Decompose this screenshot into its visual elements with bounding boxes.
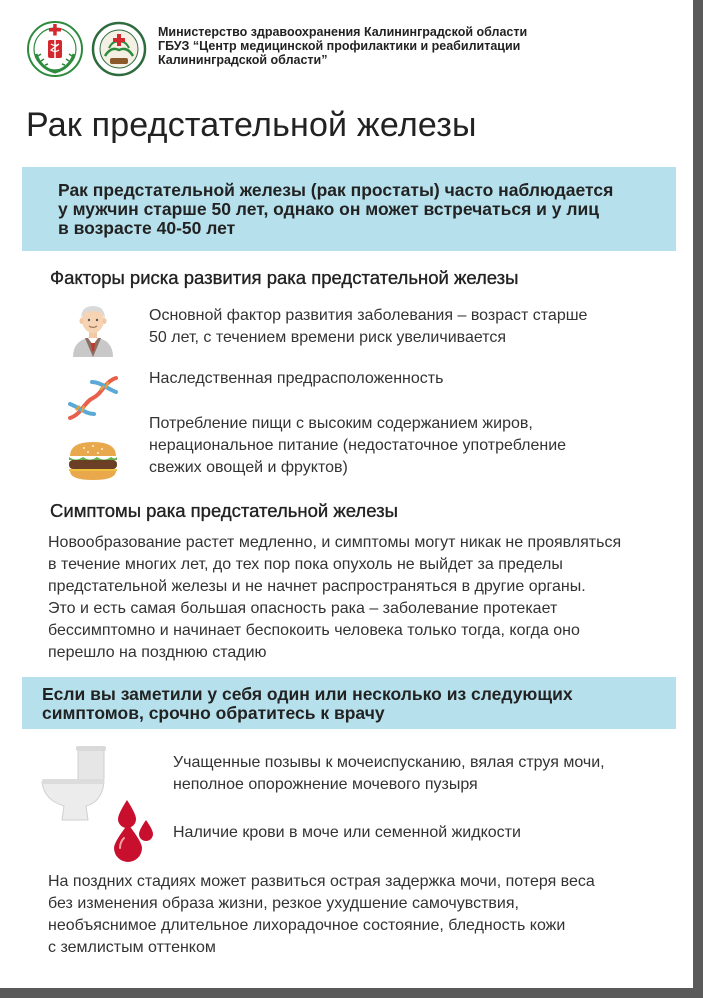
symptoms-line-1: Новообразование растет медленно, и симптомы могут никак не проявляться (48, 534, 622, 551)
burger-icon (66, 440, 120, 482)
blood-line-1: Наличие крови в моче или семенной жидкости (173, 824, 521, 841)
warning-line-2: симптомов, срочно обратитесь к врачу (42, 703, 385, 723)
late-stage-text (48, 871, 595, 959)
risk-factor-diet (149, 413, 566, 479)
urination-line-2: неполное опорожнение мочевого пузыря (173, 776, 478, 793)
intro-box (22, 167, 676, 251)
symptoms-line-3: предстательной железы и не начнет распространяться в другие органы. (48, 578, 586, 595)
warning-item-blood (173, 822, 521, 844)
symptoms-line-6: перешло на позднюю стадию (48, 644, 267, 661)
risk-diet-line-1: Потребление пищи с высоким содержанием жиров, (149, 415, 533, 432)
risk-factor-age (149, 305, 587, 349)
center-emblem-logo (91, 20, 147, 78)
risk-factors-heading: Факторы риска развития рака предстательной железы (50, 267, 519, 288)
risk-diet-line-2: нерациональное питание (недостаточное употребление (149, 437, 567, 454)
late-stage-line-4: с землистым оттенком (48, 939, 216, 956)
org-line-2: ГБУЗ “Центр медицинской профилактики и реабилитации (158, 39, 521, 53)
warning-line-1: Если вы заметили у себя один или несколько из следующих (42, 684, 573, 704)
organization-header (158, 25, 527, 67)
elderly-man-icon (70, 303, 116, 357)
symptoms-line-2: в течение многих лет, до тех пор пока опухоль не выйдет за пределы (48, 556, 563, 573)
late-stage-line-3: необъяснимое длительное лихорадочное состояние, бледность кожи (48, 917, 566, 934)
symptoms-heading: Симптомы рака предстательной железы (50, 500, 398, 521)
org-line-1: Министерство здравоохранения Калининградской области (158, 25, 528, 39)
late-stage-line-1: На поздних стадиях может развиться острая задержка мочи, потеря веса (48, 873, 595, 890)
late-stage-line-2: без изменения образа жизни, резкое ухудшение самочувствия, (48, 895, 519, 912)
warning-box (22, 677, 676, 729)
warning-item-urination (173, 752, 605, 796)
dna-icon (66, 374, 120, 422)
urination-line-1: Учащенные позывы к мочеиспусканию, вялая струя мочи, (173, 754, 605, 771)
risk-diet-line-3: свежих овощей и фруктов) (149, 459, 348, 476)
symptoms-text (48, 532, 621, 664)
risk-factor-heredity (149, 368, 443, 390)
symptoms-line-4: Это и есть самая большая опасность рака – заболевание протекает (48, 600, 558, 617)
toilet-icon (40, 744, 108, 822)
intro-line-3: в возрасте 40-50 лет (58, 218, 236, 238)
blood-drops-icon (108, 798, 158, 864)
intro-line-2: у мужчин старше 50 лет, однако он может встречаться и у лиц (58, 199, 600, 219)
page-title: Рак предстательной железы (26, 106, 477, 144)
page-border-right (693, 0, 703, 998)
intro-line-1: Рак предстательной железы (рак простаты) часто наблюдается (58, 180, 614, 200)
page-border-bottom (0, 988, 703, 998)
ministry-emblem-logo (26, 20, 84, 78)
symptoms-line-5: бессимптомно и начинает беспокоить человека только тогда, когда оно (48, 622, 580, 639)
org-line-3: Калининградской области” (158, 53, 328, 67)
risk-age-line-1: Основной фактор развития заболевания – возраст старше (149, 307, 588, 324)
risk-age-line-2: 50 лет, с течением времени риск увеличивается (149, 329, 507, 346)
risk-heredity-line-1: Наследственная предрасположенность (149, 370, 444, 387)
